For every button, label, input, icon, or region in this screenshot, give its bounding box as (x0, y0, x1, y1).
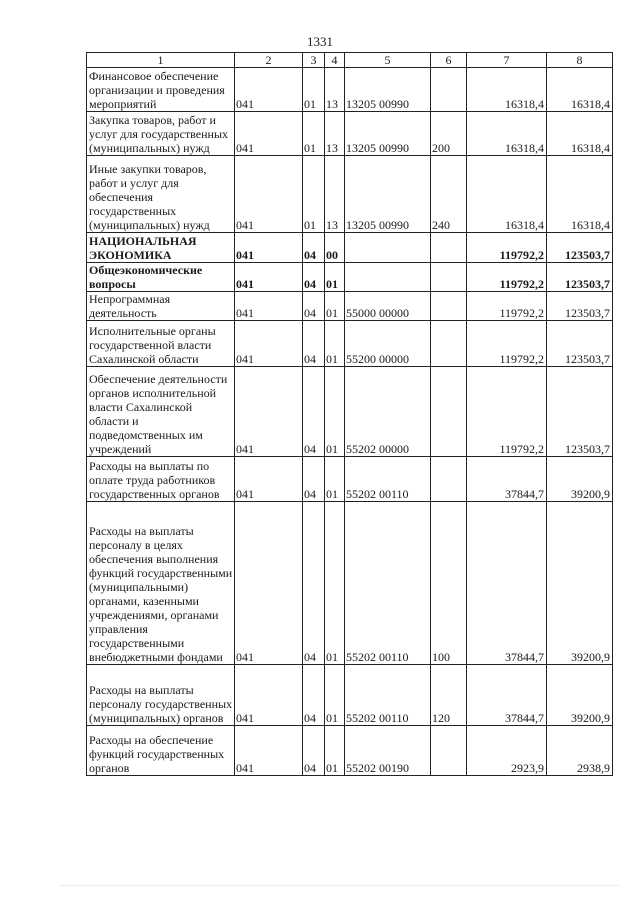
target-article-cell (345, 263, 431, 292)
kvsr-cell: 041 (235, 321, 303, 367)
expense-type-cell (431, 367, 467, 457)
subsection-cell: 01 (325, 502, 345, 665)
row-name-cell: Расходы на выплаты персоналу государственных (муниципальных) органов (87, 665, 235, 726)
subsection-cell: 01 (325, 367, 345, 457)
amount-2020-cell: 119792,2 (467, 233, 547, 263)
section-cell: 04 (303, 665, 325, 726)
table-header-row (87, 53, 613, 68)
section-cell: 01 (303, 112, 325, 156)
column-header: 7 (467, 53, 547, 68)
amount-2021-cell: 16318,4 (547, 68, 613, 112)
subsection-cell: 01 (325, 263, 345, 292)
amount-2021-cell: 39200,9 (547, 457, 613, 502)
kvsr-cell: 041 (235, 292, 303, 321)
amount-2021-cell: 16318,4 (547, 112, 613, 156)
column-header: 8 (547, 53, 613, 68)
column-header: 1 (87, 53, 235, 68)
section-cell: 01 (303, 156, 325, 233)
amount-2021-cell: 39200,9 (547, 502, 613, 665)
column-header: 3 (303, 53, 325, 68)
kvsr-cell: 041 (235, 233, 303, 263)
section-cell: 04 (303, 726, 325, 776)
target-article-cell: 55202 00110 (345, 457, 431, 502)
expense-type-cell (431, 292, 467, 321)
kvsr-cell: 041 (235, 112, 303, 156)
expense-type-cell: 200 (431, 112, 467, 156)
row-name-cell: Закупка товаров, работ и услуг для государственных (муниципальных) нужд (87, 112, 235, 156)
table-row (87, 321, 613, 367)
table-row (87, 263, 613, 292)
scan-artifact (60, 885, 620, 888)
expense-type-cell (431, 233, 467, 263)
row-name-cell: Иные закупки товаров, работ и услуг для обеспечения государственных (муниципальных) нужд (87, 156, 235, 233)
row-name-cell: Общеэкономические вопросы (87, 263, 235, 292)
budget-table (86, 52, 613, 776)
section-cell: 04 (303, 367, 325, 457)
amount-2021-cell: 16318,4 (547, 156, 613, 233)
expense-type-cell: 240 (431, 156, 467, 233)
section-cell: 01 (303, 68, 325, 112)
target-article-cell (345, 233, 431, 263)
section-cell: 04 (303, 457, 325, 502)
column-header: 5 (345, 53, 431, 68)
amount-2020-cell: 16318,4 (467, 112, 547, 156)
subsection-cell: 01 (325, 292, 345, 321)
row-name-cell: НАЦИОНАЛЬНАЯ ЭКОНОМИКА (87, 233, 235, 263)
amount-2020-cell: 37844,7 (467, 457, 547, 502)
target-article-cell: 55200 00000 (345, 321, 431, 367)
table-row (87, 68, 613, 112)
table-row (87, 457, 613, 502)
amount-2020-cell: 119792,2 (467, 367, 547, 457)
table-row (87, 233, 613, 263)
row-name-cell: Расходы на выплаты по оплате труда работников государственных органов (87, 457, 235, 502)
expense-type-cell (431, 263, 467, 292)
kvsr-cell: 041 (235, 457, 303, 502)
amount-2020-cell: 2923,9 (467, 726, 547, 776)
row-name-cell: Непрограммная деятельность (87, 292, 235, 321)
subsection-cell: 13 (325, 68, 345, 112)
section-cell: 04 (303, 233, 325, 263)
subsection-cell: 01 (325, 665, 345, 726)
target-article-cell: 13205 00990 (345, 156, 431, 233)
target-article-cell: 13205 00990 (345, 68, 431, 112)
page-number: 1331 (307, 34, 333, 49)
table-row (87, 112, 613, 156)
table-row (87, 502, 613, 665)
row-name-cell: Расходы на обеспечение функций государственных органов (87, 726, 235, 776)
target-article-cell: 55202 00000 (345, 367, 431, 457)
section-cell: 04 (303, 292, 325, 321)
expense-type-cell: 100 (431, 502, 467, 665)
kvsr-cell: 041 (235, 502, 303, 665)
column-header: 4 (325, 53, 345, 68)
amount-2020-cell: 37844,7 (467, 502, 547, 665)
target-article-cell: 55202 00110 (345, 502, 431, 665)
target-article-cell: 55202 00190 (345, 726, 431, 776)
subsection-cell: 13 (325, 112, 345, 156)
amount-2020-cell: 119792,2 (467, 321, 547, 367)
column-header: 2 (235, 53, 303, 68)
expense-type-cell: 120 (431, 665, 467, 726)
table-row (87, 367, 613, 457)
target-article-cell: 55202 00110 (345, 665, 431, 726)
kvsr-cell: 041 (235, 156, 303, 233)
kvsr-cell: 041 (235, 367, 303, 457)
amount-2020-cell: 37844,7 (467, 665, 547, 726)
table-row (87, 665, 613, 726)
kvsr-cell: 041 (235, 263, 303, 292)
subsection-cell: 00 (325, 233, 345, 263)
subsection-cell: 01 (325, 321, 345, 367)
table-row (87, 292, 613, 321)
expense-type-cell (431, 726, 467, 776)
amount-2020-cell: 16318,4 (467, 68, 547, 112)
kvsr-cell: 041 (235, 68, 303, 112)
kvsr-cell: 041 (235, 726, 303, 776)
expense-type-cell (431, 457, 467, 502)
amount-2020-cell: 16318,4 (467, 156, 547, 233)
section-cell: 04 (303, 502, 325, 665)
row-name-cell: Расходы на выплаты персоналу в целях обеспечения выполнения функций государственными (муниципальными) органами, казенными учреждениями, органами управления государственными внебюджетными фондами (87, 502, 235, 665)
row-name-cell: Финансовое обеспечение организации и проведения мероприятий (87, 68, 235, 112)
amount-2021-cell: 123503,7 (547, 233, 613, 263)
expense-type-cell (431, 68, 467, 112)
table-row (87, 726, 613, 776)
amount-2020-cell: 119792,2 (467, 292, 547, 321)
row-name-cell: Исполнительные органы государственной власти Сахалинской области (87, 321, 235, 367)
amount-2021-cell: 123503,7 (547, 292, 613, 321)
subsection-cell: 13 (325, 156, 345, 233)
table-row (87, 156, 613, 233)
expense-type-cell (431, 321, 467, 367)
amount-2020-cell: 119792,2 (467, 263, 547, 292)
kvsr-cell: 041 (235, 665, 303, 726)
target-article-cell: 13205 00990 (345, 112, 431, 156)
section-cell: 04 (303, 263, 325, 292)
row-name-cell: Обеспечение деятельности органов исполнительной власти Сахалинской области и подведомственных им учреждений (87, 367, 235, 457)
subsection-cell: 01 (325, 726, 345, 776)
subsection-cell: 01 (325, 457, 345, 502)
amount-2021-cell: 123503,7 (547, 321, 613, 367)
target-article-cell: 55000 00000 (345, 292, 431, 321)
column-header: 6 (431, 53, 467, 68)
amount-2021-cell: 123503,7 (547, 367, 613, 457)
amount-2021-cell: 39200,9 (547, 665, 613, 726)
amount-2021-cell: 123503,7 (547, 263, 613, 292)
section-cell: 04 (303, 321, 325, 367)
amount-2021-cell: 2938,9 (547, 726, 613, 776)
